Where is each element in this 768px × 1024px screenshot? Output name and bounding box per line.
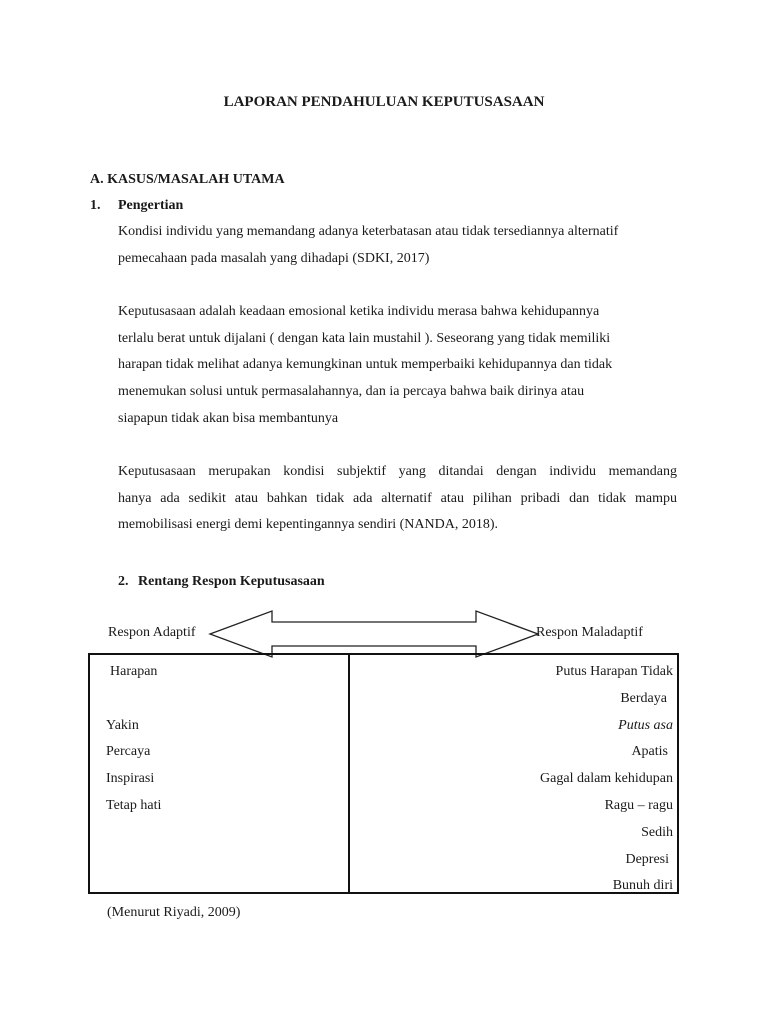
paragraph-line: terlalu berat untuk dijalani ( dengan kata lain mustahil ). Seseorang yang tidak memiliki (118, 330, 611, 346)
paragraph-line: pemecahaan pada masalah yang dihadapi (SDKI, 2017) (118, 250, 430, 266)
maladaptive-item: Putus asa (618, 717, 673, 733)
adaptive-item: Inspirasi (106, 771, 155, 787)
maladaptive-item: Ragu – ragu (604, 797, 673, 813)
maladaptive-item: Gagal dalam kehidupan (540, 771, 673, 787)
subsection-1-heading (90, 198, 183, 214)
adaptive-item: Tetap hati (106, 797, 162, 813)
paragraph-line: menemukan solusi untuk permasalahannya, dan ia percaya bahwa baik dirinya atau (118, 384, 585, 400)
paragraph-definition-1 (118, 219, 677, 272)
adaptive-item: Percaya (106, 744, 151, 760)
adaptive-item-blank (106, 686, 161, 713)
maladaptive-item: Bunuh diri (612, 878, 673, 894)
paragraph-line: siapapun tidak akan bisa membantunya (118, 410, 339, 426)
double-arrow-icon (208, 609, 540, 659)
response-range-table (88, 653, 679, 894)
subsection-1-title: Pengertian (118, 198, 184, 213)
subsection-1-number: 1. (90, 198, 101, 213)
subsection-2-number: 2. (118, 574, 129, 589)
paragraph-line: Keputusasaan merupakan kondisi subjektif yang ditandai dengan individu memandang (118, 464, 677, 479)
maladaptive-item: Sedih (641, 824, 673, 840)
label-maladaptive-response: Respon Maladaptif (536, 625, 643, 640)
maladaptive-list (540, 659, 673, 900)
subsection-2-title: Rentang Respon Keputusasaan (138, 574, 325, 589)
section-a-heading: A. KASUS/MASALAH UTAMA (90, 172, 285, 187)
paragraph-line: harapan tidak melihat adanya kemungkinan untuk memperbaiki kehidupannya dan tidak (118, 357, 613, 373)
maladaptive-item: Apatis (631, 744, 668, 760)
adaptive-list (106, 659, 161, 820)
maladaptive-item: Depresi (625, 851, 669, 867)
subsection-2-heading (118, 574, 325, 590)
adaptive-item: Yakin (106, 717, 139, 733)
paragraph-definition-3 (118, 459, 677, 539)
page-title: LAPORAN PENDAHULUAN KEPUTUSASAAN (223, 94, 545, 110)
adaptive-item: Harapan (110, 664, 158, 679)
paragraph-line: hanya ada sedikit atau bahkan tidak ada alternatif atau pilihan pribadi dan tidak mampu (118, 490, 677, 506)
paragraph-line: Kondisi individu yang memandang adanya keterbatasan atau tidak tersediannya alternatif (118, 224, 619, 239)
paragraph-line: Keputusasaan adalah keadaan emosional ketika individu merasa bahwa kehidupannya (118, 304, 600, 319)
source-citation: (Menurut Riyadi, 2009) (107, 905, 241, 920)
maladaptive-item: Berdaya (620, 690, 667, 706)
label-adaptive-response: Respon Adaptif (108, 625, 196, 640)
paragraph-definition-2 (118, 299, 677, 433)
paragraph-line: memobilisasi energi demi kepentingannya sendiri (NANDA, 2018). (118, 517, 498, 533)
table-divider (348, 655, 350, 892)
maladaptive-item: Putus Harapan Tidak (555, 664, 673, 679)
